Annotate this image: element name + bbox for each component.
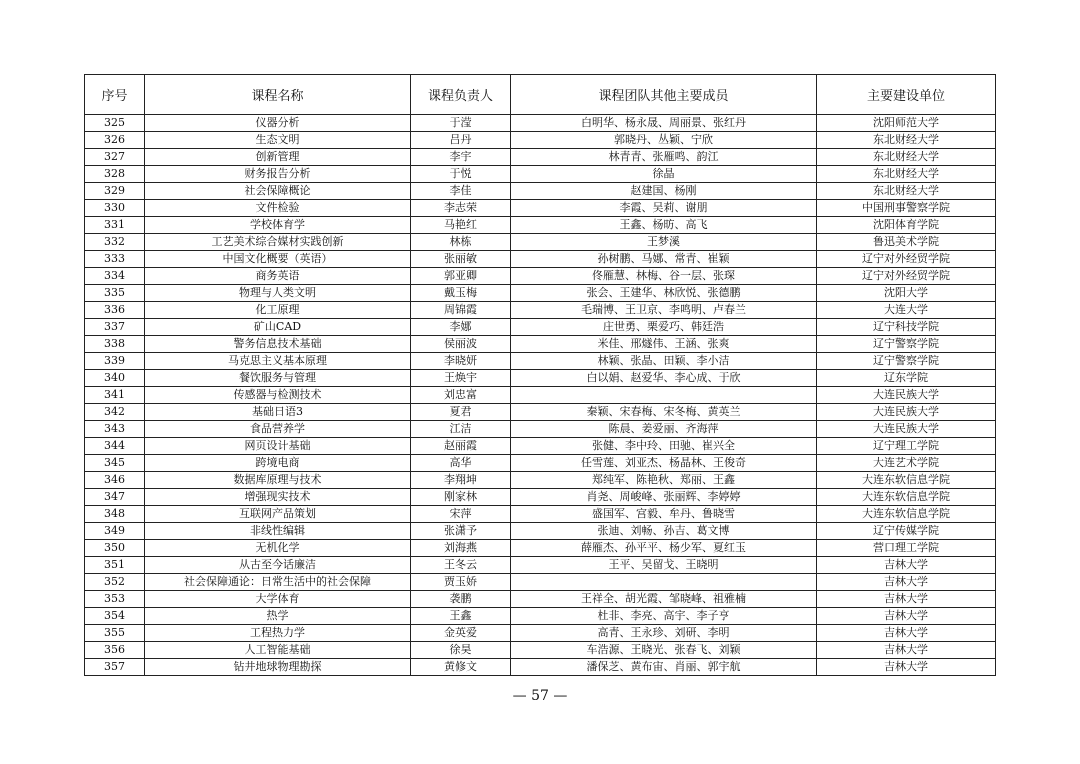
cell-course-lead: 张潇予 xyxy=(411,523,511,540)
cell-institution: 大连民族大学 xyxy=(817,421,996,438)
cell-course-name: 跨境电商 xyxy=(145,455,411,472)
cell-institution: 沈阳大学 xyxy=(817,285,996,302)
cell-institution: 吉林大学 xyxy=(817,608,996,625)
cell-serial-number: 356 xyxy=(85,642,145,659)
cell-institution: 辽宁对外经贸学院 xyxy=(817,251,996,268)
header-serial-number: 序号 xyxy=(85,75,145,115)
cell-course-lead: 李晓妍 xyxy=(411,353,511,370)
cell-course-name: 中国文化概要（英语） xyxy=(145,251,411,268)
cell-serial-number: 355 xyxy=(85,625,145,642)
cell-course-name: 钻井地球物理勘探 xyxy=(145,659,411,676)
cell-team-members: 王梦溪 xyxy=(511,234,817,251)
cell-serial-number: 354 xyxy=(85,608,145,625)
cell-course-name: 数据库原理与技术 xyxy=(145,472,411,489)
cell-institution: 辽宁科技学院 xyxy=(817,319,996,336)
cell-course-name: 警务信息技术基础 xyxy=(145,336,411,353)
cell-course-lead: 马艳红 xyxy=(411,217,511,234)
cell-serial-number: 327 xyxy=(85,149,145,166)
cell-course-name: 餐饮服务与管理 xyxy=(145,370,411,387)
table-row xyxy=(85,200,996,217)
table-header xyxy=(85,75,996,115)
cell-team-members: 赵建国、杨刚 xyxy=(511,183,817,200)
table-row xyxy=(85,183,996,200)
table-row xyxy=(85,489,996,506)
cell-institution: 鲁迅美术学院 xyxy=(817,234,996,251)
cell-course-lead: 林栋 xyxy=(411,234,511,251)
table-row xyxy=(85,404,996,421)
cell-course-name: 工艺美术综合媒材实践创新 xyxy=(145,234,411,251)
header-team-members: 课程团队其他主要成员 xyxy=(511,75,817,115)
cell-serial-number: 332 xyxy=(85,234,145,251)
cell-institution: 东北财经大学 xyxy=(817,183,996,200)
cell-team-members: 高青、王永珍、刘研、李明 xyxy=(511,625,817,642)
cell-course-lead: 李娜 xyxy=(411,319,511,336)
cell-course-lead: 于悦 xyxy=(411,166,511,183)
cell-team-members: 肖尧、周峻峰、张丽辉、李婷婷 xyxy=(511,489,817,506)
cell-team-members: 白以娟、赵爱华、李心成、于欣 xyxy=(511,370,817,387)
cell-course-lead: 吕丹 xyxy=(411,132,511,149)
cell-course-name: 生态文明 xyxy=(145,132,411,149)
cell-team-members: 张迪、刘畅、孙吉、葛文博 xyxy=(511,523,817,540)
cell-course-name: 食品营养学 xyxy=(145,421,411,438)
cell-institution: 辽宁对外经贸学院 xyxy=(817,268,996,285)
cell-institution: 沈阳师范大学 xyxy=(817,115,996,132)
cell-team-members: 秦颖、宋春梅、宋冬梅、黄英兰 xyxy=(511,404,817,421)
cell-course-name: 化工原理 xyxy=(145,302,411,319)
cell-course-lead: 贾玉娇 xyxy=(411,574,511,591)
cell-team-members: 王祥全、胡光霞、邹晓峰、祖雅楠 xyxy=(511,591,817,608)
cell-course-lead: 李佳 xyxy=(411,183,511,200)
cell-team-members: 米佳、邢燧伟、王涵、张爽 xyxy=(511,336,817,353)
cell-serial-number: 336 xyxy=(85,302,145,319)
table-row xyxy=(85,574,996,591)
cell-team-members: 李霞、吴莉、谢朋 xyxy=(511,200,817,217)
table-row xyxy=(85,319,996,336)
table-row xyxy=(85,455,996,472)
header-row xyxy=(85,75,996,115)
table-row xyxy=(85,438,996,455)
cell-serial-number: 339 xyxy=(85,353,145,370)
cell-team-members: 杜非、李亮、高宇、李子亨 xyxy=(511,608,817,625)
cell-institution: 中国刑事警察学院 xyxy=(817,200,996,217)
cell-course-lead: 赵丽霞 xyxy=(411,438,511,455)
cell-course-lead: 徐昊 xyxy=(411,642,511,659)
cell-serial-number: 352 xyxy=(85,574,145,591)
cell-course-name: 人工智能基础 xyxy=(145,642,411,659)
table-row xyxy=(85,302,996,319)
cell-course-lead: 刘海燕 xyxy=(411,540,511,557)
cell-serial-number: 348 xyxy=(85,506,145,523)
cell-team-members: 郭晓丹、丛颖、宁欣 xyxy=(511,132,817,149)
cell-serial-number: 340 xyxy=(85,370,145,387)
cell-team-members: 张健、李中玲、田驰、崔兴全 xyxy=(511,438,817,455)
cell-course-name: 仪器分析 xyxy=(145,115,411,132)
cell-course-lead: 郭亚卿 xyxy=(411,268,511,285)
table-row xyxy=(85,523,996,540)
cell-serial-number: 346 xyxy=(85,472,145,489)
cell-serial-number: 349 xyxy=(85,523,145,540)
cell-institution: 辽东学院 xyxy=(817,370,996,387)
cell-course-lead: 王焕宇 xyxy=(411,370,511,387)
cell-serial-number: 330 xyxy=(85,200,145,217)
cell-course-name: 物理与人类文明 xyxy=(145,285,411,302)
cell-course-lead: 戴玉梅 xyxy=(411,285,511,302)
cell-institution: 大连大学 xyxy=(817,302,996,319)
cell-institution: 大连民族大学 xyxy=(817,387,996,404)
cell-team-members: 张会、王建华、林欣悦、张德鹏 xyxy=(511,285,817,302)
cell-serial-number: 357 xyxy=(85,659,145,676)
cell-serial-number: 338 xyxy=(85,336,145,353)
cell-serial-number: 347 xyxy=(85,489,145,506)
table-row xyxy=(85,387,996,404)
cell-course-lead: 金英爱 xyxy=(411,625,511,642)
cell-team-members: 车浩源、王晓光、张春飞、刘颖 xyxy=(511,642,817,659)
cell-course-lead: 袭鹏 xyxy=(411,591,511,608)
table-row xyxy=(85,421,996,438)
cell-institution: 东北财经大学 xyxy=(817,132,996,149)
table-row xyxy=(85,132,996,149)
table-row xyxy=(85,217,996,234)
cell-serial-number: 351 xyxy=(85,557,145,574)
cell-course-name: 社会保障概论 xyxy=(145,183,411,200)
cell-course-name: 传感器与检测技术 xyxy=(145,387,411,404)
cell-course-lead: 刚家林 xyxy=(411,489,511,506)
cell-serial-number: 337 xyxy=(85,319,145,336)
cell-course-name: 马克思主义基本原理 xyxy=(145,353,411,370)
cell-course-name: 学校体育学 xyxy=(145,217,411,234)
cell-course-name: 从古至今话廉洁 xyxy=(145,557,411,574)
header-institution: 主要建设单位 xyxy=(817,75,996,115)
cell-course-name: 非线性编辑 xyxy=(145,523,411,540)
cell-serial-number: 345 xyxy=(85,455,145,472)
cell-team-members: 林青青、张雁鸣、韵江 xyxy=(511,149,817,166)
table-row xyxy=(85,659,996,676)
table-row xyxy=(85,472,996,489)
table-row xyxy=(85,251,996,268)
cell-team-members: 郑纯军、陈艳秋、郑丽、王鑫 xyxy=(511,472,817,489)
cell-course-lead: 黄修文 xyxy=(411,659,511,676)
table-row xyxy=(85,608,996,625)
cell-serial-number: 344 xyxy=(85,438,145,455)
cell-institution: 辽宁警察学院 xyxy=(817,336,996,353)
cell-institution: 东北财经大学 xyxy=(817,149,996,166)
cell-team-members: 王鑫、杨昉、高飞 xyxy=(511,217,817,234)
cell-course-lead: 王冬云 xyxy=(411,557,511,574)
cell-course-name: 社会保障通论：日常生活中的社会保障 xyxy=(145,574,411,591)
cell-course-name: 基础日语3 xyxy=(145,404,411,421)
cell-course-lead: 刘忠富 xyxy=(411,387,511,404)
cell-team-members: 徐晶 xyxy=(511,166,817,183)
cell-course-name: 工程热力学 xyxy=(145,625,411,642)
cell-team-members: 陈晨、姜爱丽、齐海萍 xyxy=(511,421,817,438)
cell-institution: 辽宁理工学院 xyxy=(817,438,996,455)
cell-institution: 吉林大学 xyxy=(817,659,996,676)
cell-institution: 吉林大学 xyxy=(817,625,996,642)
cell-institution: 营口理工学院 xyxy=(817,540,996,557)
cell-serial-number: 325 xyxy=(85,115,145,132)
cell-team-members xyxy=(511,387,817,404)
header-course-name: 课程名称 xyxy=(145,75,411,115)
table-row xyxy=(85,370,996,387)
cell-institution: 大连东软信息学院 xyxy=(817,472,996,489)
cell-serial-number: 329 xyxy=(85,183,145,200)
table-row xyxy=(85,625,996,642)
cell-team-members xyxy=(511,574,817,591)
table-row xyxy=(85,285,996,302)
cell-institution: 辽宁传媒学院 xyxy=(817,523,996,540)
cell-institution: 吉林大学 xyxy=(817,642,996,659)
cell-serial-number: 333 xyxy=(85,251,145,268)
table-row xyxy=(85,353,996,370)
cell-team-members: 孙树鹏、马娜、常青、崔颖 xyxy=(511,251,817,268)
cell-course-lead: 江洁 xyxy=(411,421,511,438)
table-row xyxy=(85,149,996,166)
table-row xyxy=(85,115,996,132)
cell-team-members: 薛雁杰、孙平平、杨少军、夏红玉 xyxy=(511,540,817,557)
cell-institution: 吉林大学 xyxy=(817,574,996,591)
cell-course-name: 创新管理 xyxy=(145,149,411,166)
table-row xyxy=(85,591,996,608)
cell-institution: 东北财经大学 xyxy=(817,166,996,183)
cell-course-lead: 宋萍 xyxy=(411,506,511,523)
cell-team-members: 毛瑞博、王卫京、李鸣明、卢春兰 xyxy=(511,302,817,319)
header-course-lead: 课程负责人 xyxy=(411,75,511,115)
cell-team-members: 庄世勇、栗爱巧、韩廷浩 xyxy=(511,319,817,336)
table-row xyxy=(85,336,996,353)
cell-team-members: 盛国军、宫毅、牟丹、鲁晓雪 xyxy=(511,506,817,523)
cell-serial-number: 342 xyxy=(85,404,145,421)
cell-team-members: 任雪莲、刘亚杰、杨晶林、王俊奇 xyxy=(511,455,817,472)
cell-institution: 吉林大学 xyxy=(817,557,996,574)
cell-course-name: 财务报告分析 xyxy=(145,166,411,183)
cell-course-name: 网页设计基础 xyxy=(145,438,411,455)
cell-course-lead: 侯丽波 xyxy=(411,336,511,353)
cell-course-name: 互联网产品策划 xyxy=(145,506,411,523)
cell-serial-number: 350 xyxy=(85,540,145,557)
cell-serial-number: 331 xyxy=(85,217,145,234)
cell-course-name: 无机化学 xyxy=(145,540,411,557)
course-table xyxy=(84,74,996,676)
cell-course-lead: 李翔坤 xyxy=(411,472,511,489)
cell-course-name: 商务英语 xyxy=(145,268,411,285)
table-row xyxy=(85,166,996,183)
table-body xyxy=(85,115,996,676)
cell-course-lead: 李宇 xyxy=(411,149,511,166)
cell-course-name: 大学体育 xyxy=(145,591,411,608)
table-row xyxy=(85,540,996,557)
cell-serial-number: 328 xyxy=(85,166,145,183)
cell-institution: 大连民族大学 xyxy=(817,404,996,421)
cell-course-lead: 夏君 xyxy=(411,404,511,421)
cell-serial-number: 326 xyxy=(85,132,145,149)
cell-course-name: 热学 xyxy=(145,608,411,625)
cell-institution: 辽宁警察学院 xyxy=(817,353,996,370)
cell-course-lead: 周锦霞 xyxy=(411,302,511,319)
table-row xyxy=(85,557,996,574)
cell-course-name: 矿山CAD xyxy=(145,319,411,336)
cell-team-members: 林颖、张晶、田颖、李小洁 xyxy=(511,353,817,370)
cell-team-members: 白明华、杨永晟、周丽景、张红丹 xyxy=(511,115,817,132)
cell-course-name: 文件检验 xyxy=(145,200,411,217)
table-row xyxy=(85,268,996,285)
cell-course-name: 增强现实技术 xyxy=(145,489,411,506)
cell-serial-number: 353 xyxy=(85,591,145,608)
cell-serial-number: 343 xyxy=(85,421,145,438)
cell-team-members: 佟雁慧、林梅、谷一层、张琛 xyxy=(511,268,817,285)
page-number: — 57 — xyxy=(512,688,568,704)
cell-course-lead: 王鑫 xyxy=(411,608,511,625)
cell-course-lead: 高华 xyxy=(411,455,511,472)
cell-course-lead: 于滢 xyxy=(411,115,511,132)
table-row xyxy=(85,642,996,659)
cell-course-lead: 张丽敏 xyxy=(411,251,511,268)
cell-serial-number: 335 xyxy=(85,285,145,302)
cell-institution: 大连东软信息学院 xyxy=(817,506,996,523)
cell-serial-number: 334 xyxy=(85,268,145,285)
table-row xyxy=(85,234,996,251)
cell-course-lead: 李志荣 xyxy=(411,200,511,217)
table-row xyxy=(85,506,996,523)
cell-team-members: 王平、吴留戈、王晓明 xyxy=(511,557,817,574)
cell-team-members: 潘保芝、黄布宙、肖丽、郭宇航 xyxy=(511,659,817,676)
cell-institution: 吉林大学 xyxy=(817,591,996,608)
cell-institution: 大连艺术学院 xyxy=(817,455,996,472)
cell-serial-number: 341 xyxy=(85,387,145,404)
cell-institution: 大连东软信息学院 xyxy=(817,489,996,506)
cell-institution: 沈阳体育学院 xyxy=(817,217,996,234)
